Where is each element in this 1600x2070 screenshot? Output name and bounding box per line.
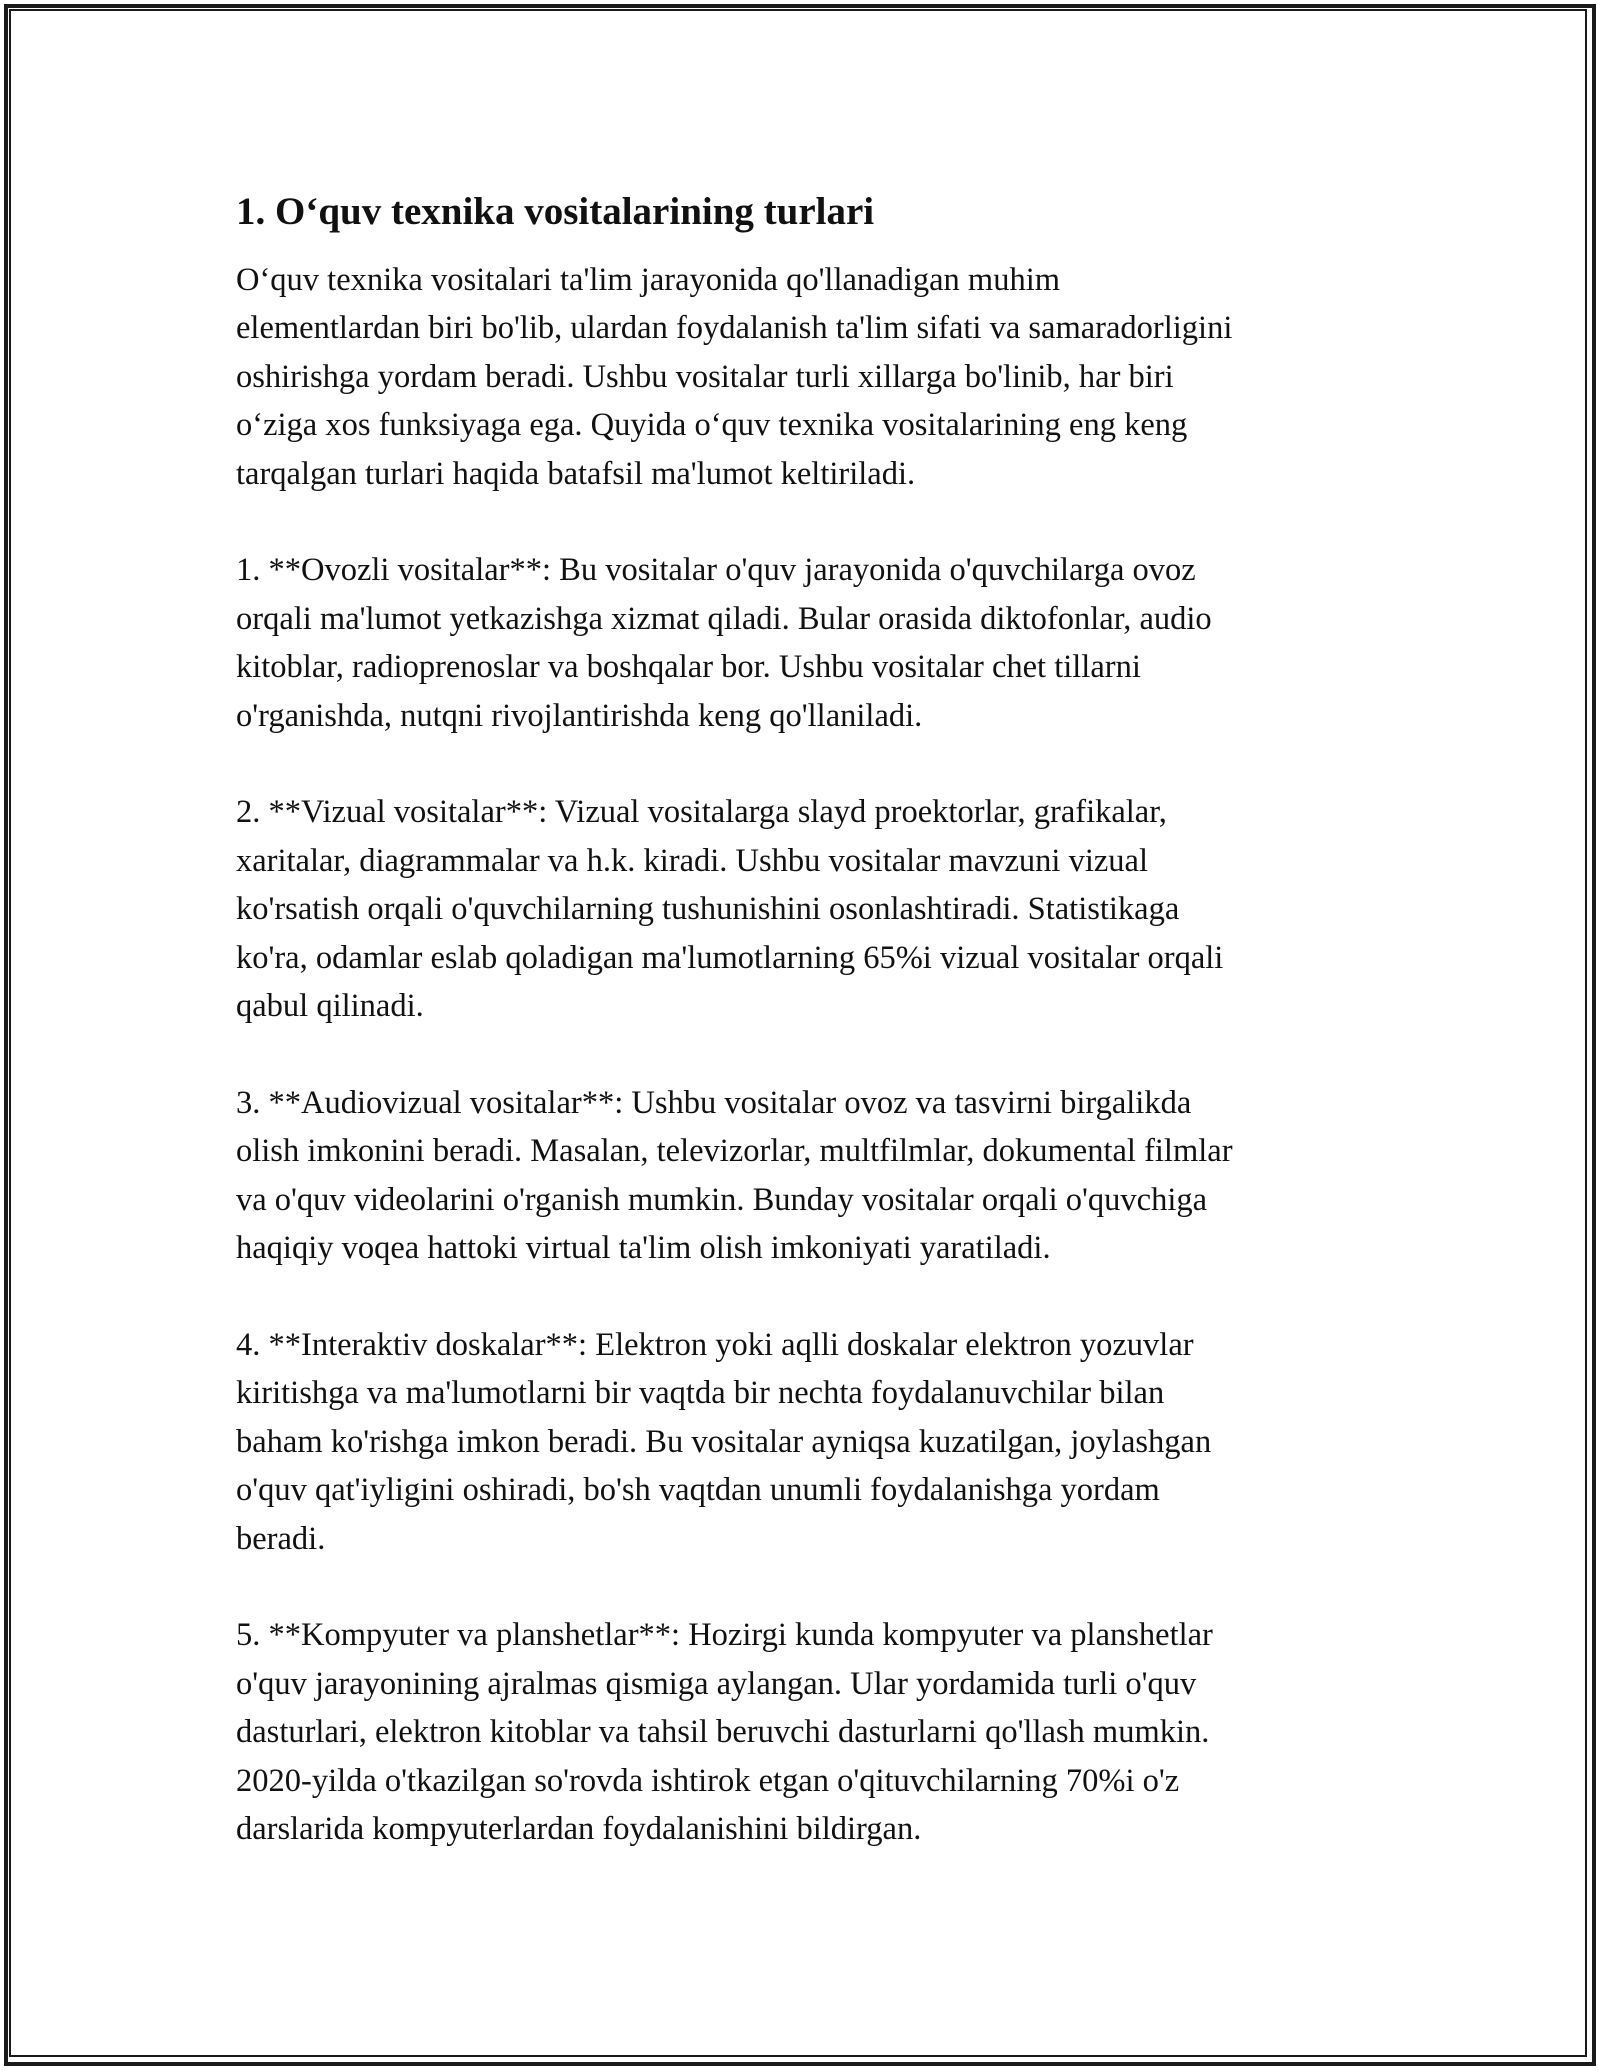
text-line: 2. **Vizual vositalar**: Vizual vositalarga slayd proektorlar, grafikalar, bbox=[236, 794, 1167, 831]
text-line: 5. **Kompyuter va planshetlar**: Hozirgi kunda kompyuter va planshetlar bbox=[236, 1617, 1213, 1654]
text-line: elementlardan biri bo'lib, ulardan foydalanish ta'lim sifati va samaradorligini bbox=[236, 310, 1233, 347]
text-line: olish imkonini beradi. Masalan, televizorlar, multfilmlar, dokumental filmlar bbox=[236, 1133, 1233, 1170]
text-line: 4. **Interaktiv doskalar**: Elektron yoki aqlli doskalar elektron yozuvlar bbox=[236, 1326, 1194, 1363]
text-line: qabul qilinadi. bbox=[236, 988, 424, 1025]
document-body bbox=[236, 186, 1376, 1902]
text-line: kiritishga va ma'lumotlarni bir vaqtda bir nechta foydalanuvchilar bilan bbox=[236, 1375, 1165, 1412]
list-item-audio-tools bbox=[236, 546, 1376, 740]
text-line: 3. **Audiovizual vositalar**: Ushbu vositalar ovoz va tasvirni birgalikda bbox=[236, 1084, 1192, 1121]
text-line: o‘ziga xos funksiyaga ega. Quyida o‘quv texnika vositalarining eng keng bbox=[236, 407, 1188, 444]
text-line: xaritalar, diagrammalar va h.k. kiradi. Ushbu vositalar mavzuni vizual bbox=[236, 842, 1148, 879]
text-line: kitoblar, radioprenoslar va boshqalar bor. Ushbu vositalar chet tillarni bbox=[236, 649, 1141, 686]
text-line: oshirishga yordam beradi. Ushbu vositalar turli xillarga bo'linib, har biri bbox=[236, 358, 1174, 395]
text-line: haqiqiy voqea hattoki virtual ta'lim olish imkoniyati yaratiladi. bbox=[236, 1230, 1051, 1267]
text-line: dasturlari, elektron kitoblar va tahsil beruvchi dasturlarni qo'llash mumkin. bbox=[236, 1714, 1210, 1751]
text-line: darslarida kompyuterlardan foydalanishini bildirgan. bbox=[236, 1810, 922, 1847]
text-line: va o'quv videolarini o'rganish mumkin. Bunday vositalar orqali o'quvchiga bbox=[236, 1181, 1208, 1218]
text-line: o'quv qat'iyligini oshiradi, bo'sh vaqtdan unumli foydalanishga yordam bbox=[236, 1472, 1160, 1509]
list-item-computers-tablets bbox=[236, 1611, 1376, 1853]
text-line: O‘quv texnika vositalari ta'lim jarayonida qo'llanadigan muhim bbox=[236, 262, 1061, 298]
list-item-audiovisual-tools bbox=[236, 1079, 1376, 1273]
text-line: 1. **Ovozli vositalar**: Bu vositalar o'quv jarayonida o'quvchilarga ovoz bbox=[236, 552, 1196, 589]
text-line: 2020-yilda o'tkazilgan so'rovda ishtirok etgan o'qituvchilarning 70%i o'z bbox=[236, 1762, 1180, 1799]
text-line: ko'rsatish orqali o'quvchilarning tushunishini osonlashtiradi. Statistikaga bbox=[236, 891, 1180, 928]
text-line: orqali ma'lumot yetkazishga xizmat qiladi. Bular orasida diktofonlar, audio bbox=[236, 600, 1212, 637]
text-line: o'quv jarayonining ajralmas qismiga aylangan. Ular yordamida turli o'quv bbox=[236, 1665, 1197, 1702]
section-heading: 1. O‘quv texnika vositalarining turlari bbox=[236, 190, 875, 233]
list-item-interactive-boards bbox=[236, 1321, 1376, 1563]
text-line: o'rganishda, nutqni rivojlantirishda keng qo'llaniladi. bbox=[236, 697, 923, 734]
text-line: baham ko'rishga imkon beradi. Bu vositalar ayniqsa kuzatilgan, joylashgan bbox=[236, 1423, 1212, 1460]
intro-paragraph bbox=[236, 256, 1376, 498]
text-line: beradi. bbox=[236, 1520, 326, 1557]
text-line: tarqalgan turlari haqida batafsil ma'lumot keltiriladi. bbox=[236, 455, 916, 492]
list-item-visual-tools bbox=[236, 788, 1376, 1030]
text-line: ko'ra, odamlar eslab qoladigan ma'lumotlarning 65%i vizual vositalar orqali bbox=[236, 939, 1224, 976]
